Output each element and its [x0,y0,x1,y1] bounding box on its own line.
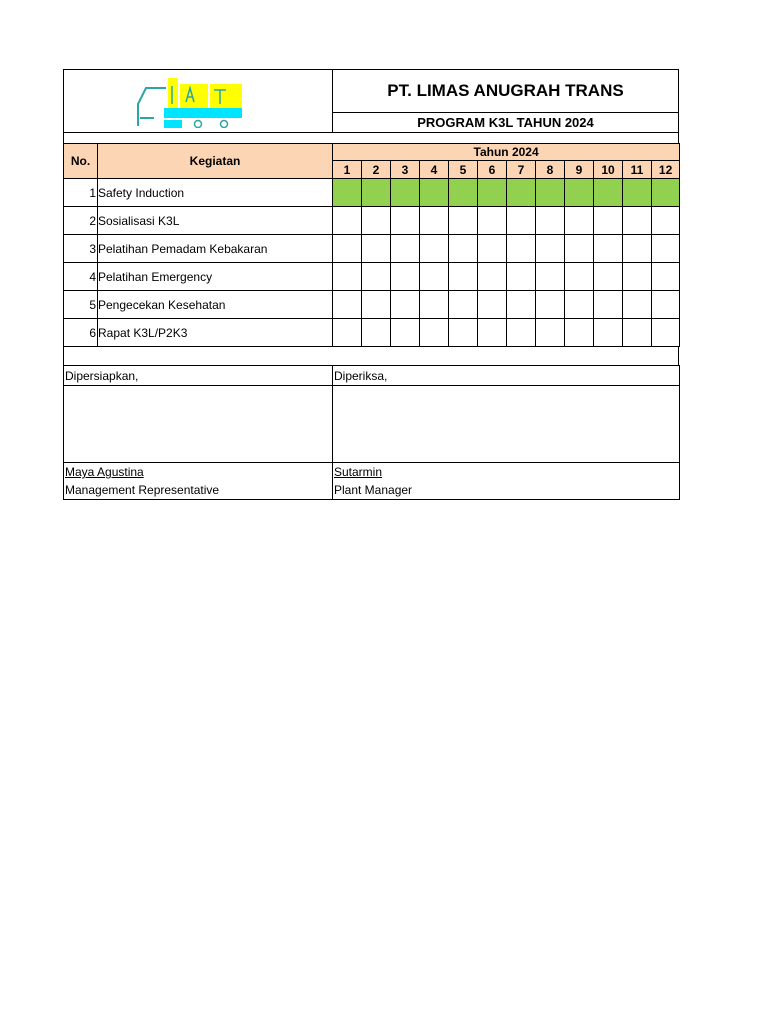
activity-name: Pelatihan Emergency [98,263,333,291]
header-month: 5 [449,161,478,179]
table-row [64,179,680,207]
month-cell[interactable] [449,207,478,235]
row-number: 4 [64,263,98,291]
header-month: 12 [652,161,680,179]
prepared-role: Management Representative [64,481,333,500]
month-cell[interactable] [536,235,565,263]
activity-name: Rapat K3L/P2K3 [98,319,333,347]
month-cell[interactable] [623,319,652,347]
month-cell[interactable] [652,235,680,263]
month-cell[interactable] [507,235,536,263]
month-cell[interactable] [391,179,420,207]
month-cell[interactable] [536,291,565,319]
document-sheet [63,69,679,500]
company-name: PT. LIMAS ANUGRAH TRANS [333,70,678,113]
month-cell[interactable] [565,319,594,347]
prepared-label: Dipersiapkan, [64,366,333,386]
month-cell[interactable] [507,319,536,347]
month-cell[interactable] [333,291,362,319]
month-cell[interactable] [420,291,449,319]
month-cell[interactable] [333,235,362,263]
signature-table [63,365,680,500]
month-cell[interactable] [333,319,362,347]
header-no: No. [64,144,98,179]
month-cell[interactable] [623,263,652,291]
month-cell[interactable] [594,179,623,207]
month-cell[interactable] [449,319,478,347]
month-cell[interactable] [623,235,652,263]
month-cell[interactable] [565,207,594,235]
month-cell[interactable] [565,263,594,291]
month-cell[interactable] [565,179,594,207]
month-cell[interactable] [391,263,420,291]
month-cell[interactable] [507,179,536,207]
month-cell[interactable] [420,207,449,235]
prepared-signature-area [64,386,333,463]
month-cell[interactable] [652,179,680,207]
month-cell[interactable] [420,179,449,207]
checked-name: Sutarmin [333,463,680,482]
month-cell[interactable] [449,263,478,291]
month-cell[interactable] [420,235,449,263]
month-cell[interactable] [420,263,449,291]
activity-name: Pelatihan Pemadam Kebakaran [98,235,333,263]
activity-name: Sosialisasi K3L [98,207,333,235]
prepared-name: Maya Agustina [64,463,333,482]
company-logo-icon [136,74,244,128]
spacer-row [63,133,679,143]
month-cell[interactable] [623,207,652,235]
month-cell[interactable] [652,263,680,291]
month-cell[interactable] [362,319,391,347]
month-cell[interactable] [536,263,565,291]
spacer-row [63,347,679,365]
header-month: 9 [565,161,594,179]
month-cell[interactable] [333,263,362,291]
document-header [63,69,679,133]
month-cell[interactable] [449,235,478,263]
month-cell[interactable] [536,207,565,235]
checked-role: Plant Manager [333,481,680,500]
program-table-body [64,179,680,347]
program-title: PROGRAM K3L TAHUN 2024 [417,114,594,130]
month-cell[interactable] [652,207,680,235]
month-cell[interactable] [420,319,449,347]
header-month: 8 [536,161,565,179]
table-row [64,263,680,291]
month-cell[interactable] [536,179,565,207]
month-cell[interactable] [362,291,391,319]
month-cell[interactable] [333,207,362,235]
header-month: 3 [391,161,420,179]
checked-signature-area [333,386,680,463]
month-cell[interactable] [478,235,507,263]
table-row [64,291,680,319]
header-month: 2 [362,161,391,179]
month-cell[interactable] [333,179,362,207]
month-cell[interactable] [362,263,391,291]
month-cell[interactable] [391,235,420,263]
activity-name: Safety Induction [98,179,333,207]
header-activity: Kegiatan [98,144,333,179]
checked-label: Diperiksa, [333,366,680,386]
month-cell[interactable] [507,291,536,319]
month-cell[interactable] [478,319,507,347]
table-row [64,207,680,235]
header-month: 7 [507,161,536,179]
month-cell[interactable] [391,319,420,347]
header-month: 10 [594,161,623,179]
month-cell[interactable] [507,263,536,291]
row-number: 6 [64,319,98,347]
month-cell[interactable] [652,291,680,319]
month-cell[interactable] [478,207,507,235]
row-number: 3 [64,235,98,263]
row-number: 1 [64,179,98,207]
month-cell[interactable] [362,179,391,207]
month-cell[interactable] [594,319,623,347]
row-number: 5 [64,291,98,319]
month-cell[interactable] [594,235,623,263]
month-cell[interactable] [478,263,507,291]
month-cell[interactable] [594,207,623,235]
month-cell[interactable] [449,291,478,319]
header-year: Tahun 2024 [333,144,680,161]
month-cell[interactable] [594,263,623,291]
month-cell[interactable] [478,179,507,207]
month-cell[interactable] [652,319,680,347]
month-cell[interactable] [362,207,391,235]
month-cell[interactable] [478,291,507,319]
month-cell[interactable] [391,291,420,319]
month-cell[interactable] [565,291,594,319]
month-cell[interactable] [623,291,652,319]
activity-name: Pengecekan Kesehatan [98,291,333,319]
header-month: 6 [478,161,507,179]
header-month: 4 [420,161,449,179]
month-cell[interactable] [594,291,623,319]
program-table [63,143,680,347]
month-cell[interactable] [391,207,420,235]
table-row [64,319,680,347]
month-cell[interactable] [449,179,478,207]
logo-cell [64,70,333,132]
header-month: 1 [333,161,362,179]
month-cell[interactable] [565,235,594,263]
month-cell[interactable] [362,235,391,263]
month-cell[interactable] [536,319,565,347]
table-row [64,235,680,263]
header-month: 11 [623,161,652,179]
month-cell[interactable] [507,207,536,235]
month-cell[interactable] [623,179,652,207]
row-number: 2 [64,207,98,235]
